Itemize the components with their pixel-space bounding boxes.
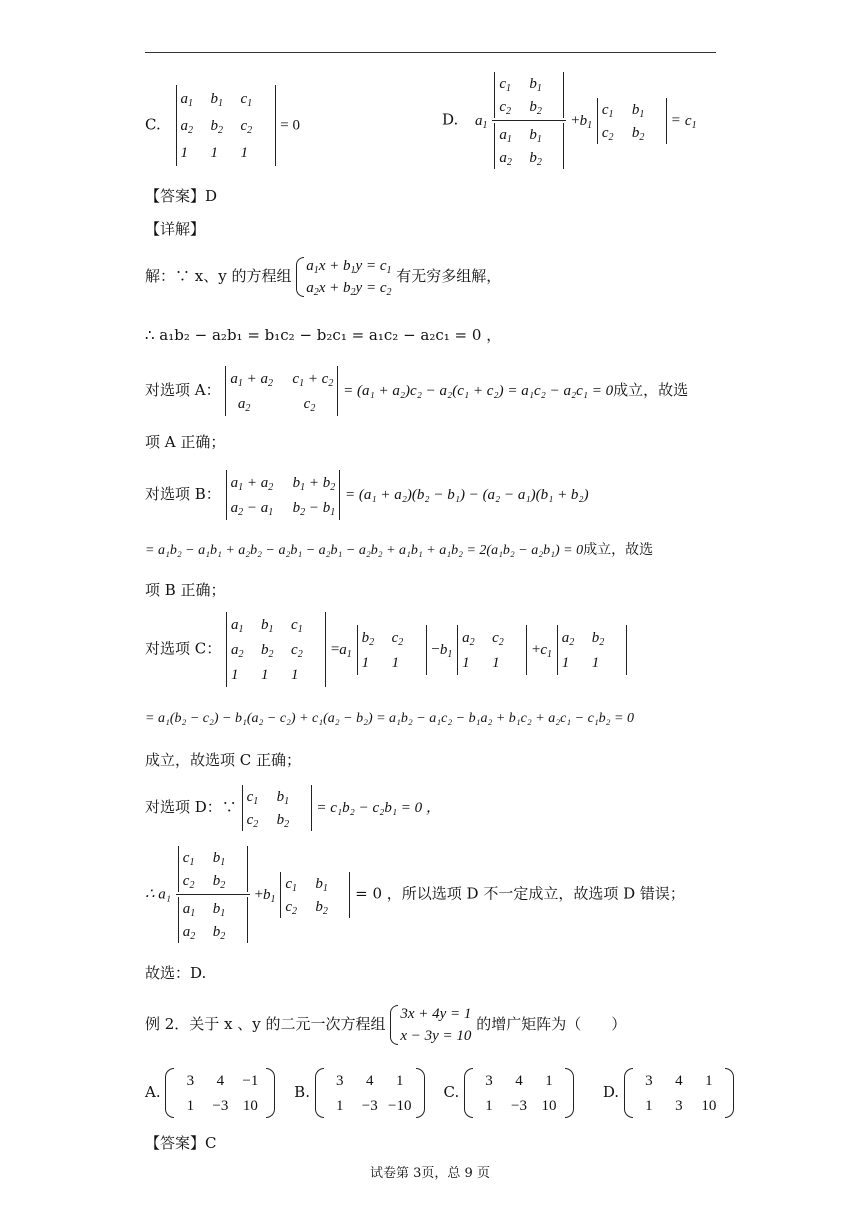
ex2-option-a[interactable]: A. 3 4 −1 1 −3 10 [145,1083,280,1101]
ex2-option-d[interactable]: D. 3 4 1 1 3 10 [603,1083,734,1101]
option-c-check: 对选项 C： $a_1$ $b_1$ $c_1$ $a_2$ $b_2$ $c_2$ 1 1 1 $=a_1$ $b_2$ $c_2$ 1 1 $-b_1$ $a_2$ $c_2$ 1 1 $+c_1$ $a_2$ $b_2$ 1 1 [145,612,627,687]
fraction-d: $c_1$ $b_1$ $c_2$ $b_2$ $a_1$ $b_1$ $a_2$ $b_2$ [492,72,566,169]
option-c-result: 成立，故选项 C 正确； [145,751,302,769]
option-b-expand: = a₁b₂ − a₁b₁ + a₂b₂ − a₂b₁ − a₂b₁ − a₂b₂ + a₁b₁ + a₁b₂ = 2(a₁b₂ − a₂b₁) = 0成立，故选 [145,542,654,558]
option-d: D. $a_1$ $c_1$ $b_1$ $c_2$ $b_2$ $a_1$ $b_1$ $a_2$ $b_2$ $+b_1$ $c_1$ $b_1$ $c_2$ $b_2$ = $c_1$ [442,72,697,169]
top-rule [145,52,716,53]
ex2-option-c[interactable]: C. 3 4 1 1 −3 10 [444,1083,579,1101]
solve-intro: 解：∵ x、y 的方程组 $a_1x + b_1y = c_1$ $a_2x + b_2y = c_2$ 有无穷多组解， [145,255,501,299]
therefore-line: ∴ a₁b₂ − a₂b₁ = b₁c₂ − b₂c₁ = a₁c₂ − a₂c₁ = 0 ， [145,326,502,344]
option-b-result: 项 B 正确； [145,581,226,599]
detail-heading: 【详解】 [145,220,206,238]
example-2-options [145,1068,734,1118]
det-c: $a_1$ $b_1$ $c_1$ $a_2$ $b_2$ $c_2$ 1 1 1 [176,85,276,166]
option-c-expand: = a₁(b₂ − c₂) − b₁(a₂ − c₂) + c₁(a₂ − b₂) = a₁b₂ − a₁c₂ − b₁a₂ + b₁c₂ + a₂c₁ − c₁b₂ = 0 [145,711,634,726]
option-d-therefore: ∴ a₁ $c_1$ $b_1$ $c_2$ $b_2$ $a_1$ $b_1$ $a_2$ $b_2$ $+b_1$ $c_1$ $b_1$ $c_2$ $b_2$ = 0 ，所以选项 D 不一定成立，故选项 D 错误； [145,846,685,943]
option-b-check: 对选项 B： $a_1 + a_2$ $b_1 + b_2$ $a_2 - a_1$ $b_2 - b_1$ = (a₁ + a₂)(b₂ − b₁) − (a₂ − a₁)(b₁ + b₂) [145,470,589,520]
answer-2: 【答案】C [145,1134,217,1152]
option-a-check: 对选项 A： $a_1 + a_2$ $c_1 + c_2$ $a_2$ $c_2$ = (a₁ + a₂)c₂ − a₂(c₁ + c₂) = a₁c₂ − a₂c₁ = 0成立，故选 [145,366,688,416]
ex2-option-b[interactable]: B. 3 4 1 1 −3 −10 [294,1083,429,1101]
answer-1: 【答案】D [145,187,218,205]
example-2: 例 2．关于 x 、y 的二元一次方程组 3x + 4y = 1 x − 3y = 10 的增广矩阵为（ ） [145,1003,626,1047]
choose-line: 故选：D. [145,964,207,982]
page-footer: 试卷第 3页，总 9 页 [370,1166,490,1181]
option-a-result: 项 A 正确； [145,433,226,451]
option-c: C. $a_1$ $b_1$ $c_1$ $a_2$ $b_2$ $c_2$ 1 1 1 = 0 [145,85,300,166]
option-d-check: 对选项 D：∵ $c_1$ $b_1$ $c_2$ $b_2$ = c₁b₂ − c₂b₁ = 0 ， [145,785,441,831]
